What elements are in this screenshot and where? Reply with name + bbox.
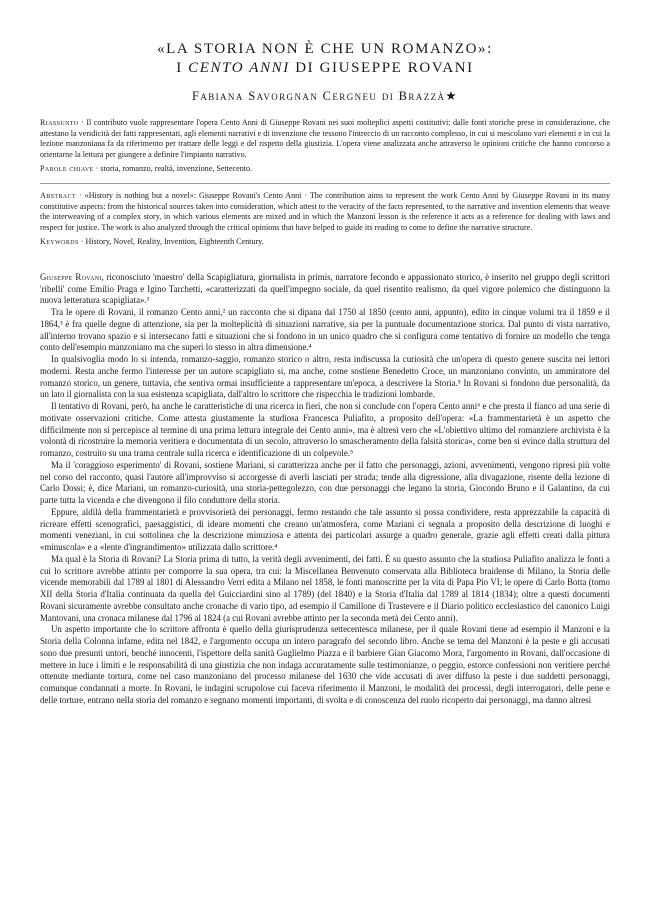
abstract-block bbox=[40, 191, 610, 233]
lead-author-name: Giuseppe Rovani bbox=[40, 271, 102, 282]
body-paragraph-6: Eppure, aldilà della frammentarietà e provvisorietà dei personaggi, fermo restando che tale assunto si possa condividere, resta apprezzabile la capacità di ricreare effetti scenografici, paesaggistici, di ideare momenti che creano un'atmosfera, come Mariani ci segnala a proposito della descrizione di luoghi e momenti veneziani, in cui sottolinea che la descrizione minuziosa e attenta dei particolari assurge a quadro generale, grazie agli effetti creati dalla pittura «minuscola» e a «lente d'ingrandimento» utilizzata dallo scrittore.⁴ bbox=[40, 506, 610, 553]
section-divider bbox=[40, 183, 610, 184]
title-line-1: «LA STORIA NON È CHE UN ROMANZO»: bbox=[157, 41, 493, 57]
body-paragraph-8: Un aspetto importante che lo scrittore affronta è quello della giurisprudenza settecentesca milanese, per il quale Rovani tiene ad esempio il Manzoni e la Storia della Colonna infame, edita nel 1842, e l'argomento occupa un intero paragrafo del secondo libro. Anche se tema del Manzoni è la peste e gli accusati sono due presunti untori, benché innocenti, l'ispettore della sanità Guglielmo Piazza e il barbiere Gian Giacomo Mora, l'argomento in Rovani, dall'occasione di mettere in luce i limiti e le responsabilità di una giustizia che non indaga accuratamente sulle testimonianze, o peggio, estorce confessioni non veritiere perché ottenute mediante tortura, come nel caso manzoniano del processo milanese del 1630 che vide accusati di aver diffuso la peste i due suddetti personaggi, comunque condannati a morte. In Rovani, le indagini scrupolose cui faceva riferimento il Manzoni, le modalità dei processi, degli interrogatori, delle pene e delle torture, entrano nella storia del romanzo e segnano momenti importanti, di svolta e di conoscenza del ruolo ricoperto dai personaggi, ma danno altresì bbox=[40, 624, 610, 705]
article-title bbox=[40, 40, 610, 78]
title-line-2-post: DI GIUSEPPE ROVANI bbox=[289, 60, 474, 76]
riassunto-block bbox=[40, 118, 610, 160]
author-name: Fabiana Savorgnan Cergneu di Brazzà★ bbox=[191, 89, 458, 103]
parole-chiave-block bbox=[40, 164, 610, 175]
abstract-text: · «History is nothing but a novel»: Giuseppe Rovani's Cento Anni · The contribution aims to represent the work Cento Anni by Giuseppe Rovani in its many constitutive aspects: from the historical sources taken into consideration, which attest to the veracity of the facts represented, to the narrative and invention elements that weave the interweaving of a complex story, in which various elements are mixed and in which the Manzoni lesson is the reference it acts as a reference for dealing with laws and respect for justice. The work is also analyzed through the critical opinions that have helped to guide its reading to come to define the narrative structure. bbox=[40, 190, 610, 232]
body-paragraph-7: Ma qual è la Storia di Rovani? La Storia prima di tutto, la verità degli avvenimenti, dei fatti. È su questo assunto che la studiosa Puliafito analizza le fonti a cui lo scrittore avrebbe attinto per comporre la sua opera, tra cui: la Miscellanea Benvenuto conservata alla Biblioteca braidense di Milano, la Storia delle vicende memorabili dal 1789 al 1801 di Alessandro Verri edita a Milano nel 1858, le fonti manoscritte per la vita di Papa Pio VI; le opere di Carlo Botta (tomo XII della Storia d'Italia continuata da quella del Guicciardini sino al 1789) (del 1840) e la Storia d'Italia dal 1789 al 1814 (1834); oltre a questi documenti Rovani sicuramente avrebbe consultato anche cronache di vario tipo, ad esempio il Camillone di Trastevere e il Diario politico ecclesiastico del canonico Luigi Mantovani, una cronaca milanese dal 1796 al 1824 (a cui Rovani avrebbe attinto per la seconda metà dei Cento anni). bbox=[40, 553, 610, 623]
body-paragraph-4: Il tentativo di Rovani, però, ha anche le caratteristiche di una ricerca in fieri, che non si conclude con l'opera Cento anni⁶ e che presta il fianco ad una serie di motivate osservazioni critiche. Come attesta giustamente la studiosa Francesca Puliafito, a proposito dell'opera: «La frammentarietà è un aspetto che difficilmente non si percepisce al termine di una prima lettura integrale dei Cento anni», ma è altresì vero che «L'obiettivo ultimo del romanziere archivista è la volontà di ricostruire la memoria veritiera e documentata di un secolo, attraverso lo smascheramento della falsità storica», come ben si evince dalla struttura del romanzo, costruito su una trama centrale sulla ricerca e identificazione di un colpevole.⁵ bbox=[40, 401, 610, 459]
keywords-block bbox=[40, 237, 610, 248]
article-body bbox=[40, 272, 610, 707]
riassunto-label: Riassunto bbox=[40, 118, 79, 127]
body-paragraph-3: In qualsivoglia modo lo si intenda, romanzo-saggio, romanzo storico o altro, resta indiscussa la curiosità che un'opera di questo genere suscita nei lettori moderni. Resta anche fermo l'interesse per un autore scapigliato si, ma anche, come sostiene Benedetto Croce, un manzoniano convinto, un ammiratore del romanzo storico, un genere, tuttavia, che sentiva ormai insufficiente a rappresentare un'epoca, a descrivere la Storia.⁵ In Rovani si fondono due personalità, da un lato il giornalista con la sua esistenza scapigliata, dall'altro lo scrittore che rispecchia le tradizioni lombarde. bbox=[40, 354, 610, 400]
body-paragraph-5: Ma il 'coraggioso esperimento' di Rovani, sostiene Mariani, si caratterizza anche per il fatto che personaggi, azioni, avvenimenti, vengono ripresi più volte nel corso del racconto, quasi l'autore all'improvviso si accorgesse di averli lasciati per strada; tende alla digressione, alla divagazione, risente della lezione di Carlo Dossi; è, dice Mariani, un romanzo-curiosità, una storia-pettegolezzo, con due personaggi che legano la storia, Giocondo Bruno e il Galantino, da cui parte tutta la vicenda e che divengono il filo conduttore della storia. bbox=[40, 459, 610, 506]
riassunto-text: · Il contributo vuole rappresentare l'opera Cento Anni di Giuseppe Rovani nei suoi molteplici aspetti costitutivi: dalle fonti storiche prese in considerazione, che attestano la veridicità dei fatti rappresentati, agli elementi narrativi e di invenzione che tessono l'intreccio di un racconto complesso, in cui si mescolano vari elementi e in cui la lezione manzoniana fa da riferimento per trattare delle leggi e del rispetto della giustizia. L'opera viene analizzata anche attraverso le opinioni critiche che hanno concorso a orientarne la lettura per giungere a definire l'impianto narrativo. bbox=[40, 118, 610, 159]
parole-chiave-text: · storia, romanzo, realtà, invenzione, Settecento. bbox=[93, 164, 253, 174]
keywords-text: · History, Novel, Reality, Invention, Eighteenth Century. bbox=[78, 237, 264, 247]
body-paragraph-1-text: , riconosciuto 'maestro' della Scapigliatura, giornalista in primis, narratore fecondo e appassionato storico, è inserito nel gruppo degli scrittori 'ribelli' come Emilio Praga e Igino Tarchetti, «caratterizzati da quell'impegno sociale, da quel risentito realismo, da quel vigore polemico che distinguono la nuova letteratura scapigliata».¹ bbox=[40, 271, 610, 306]
body-paragraph-2: Tra le opere di Rovani, il romanzo Cento anni,² un racconto che si dipana dal 1750 al 1850 (cento anni, appunto), edito in cinque volumi tra il 1859 e il 1864,³ è fra quelle degne di attenzione, sia per la molteplicità di situazioni narrative, sia per la puntuale documentazione storica. Dal punto di vista narrativo, all'interno trovano spazio e si intersecano fatti e situazioni che si fondono in un unico quadro che si configura come tentativo di fornire un modello che tenga conto dell'esempio manzoniano ma che superi lo stesso in altra dimensione.⁴ bbox=[40, 307, 610, 353]
title-line-2 bbox=[40, 59, 610, 78]
parole-chiave-label: Parole chiave bbox=[40, 164, 94, 174]
title-italic-cento-anni: CENTO ANNI bbox=[188, 60, 290, 76]
title-line-2-pre: I bbox=[176, 60, 189, 76]
keywords-label: Keywords bbox=[40, 237, 79, 247]
body-paragraph-1 bbox=[40, 272, 610, 307]
abstract-label: Abstract bbox=[40, 190, 77, 200]
